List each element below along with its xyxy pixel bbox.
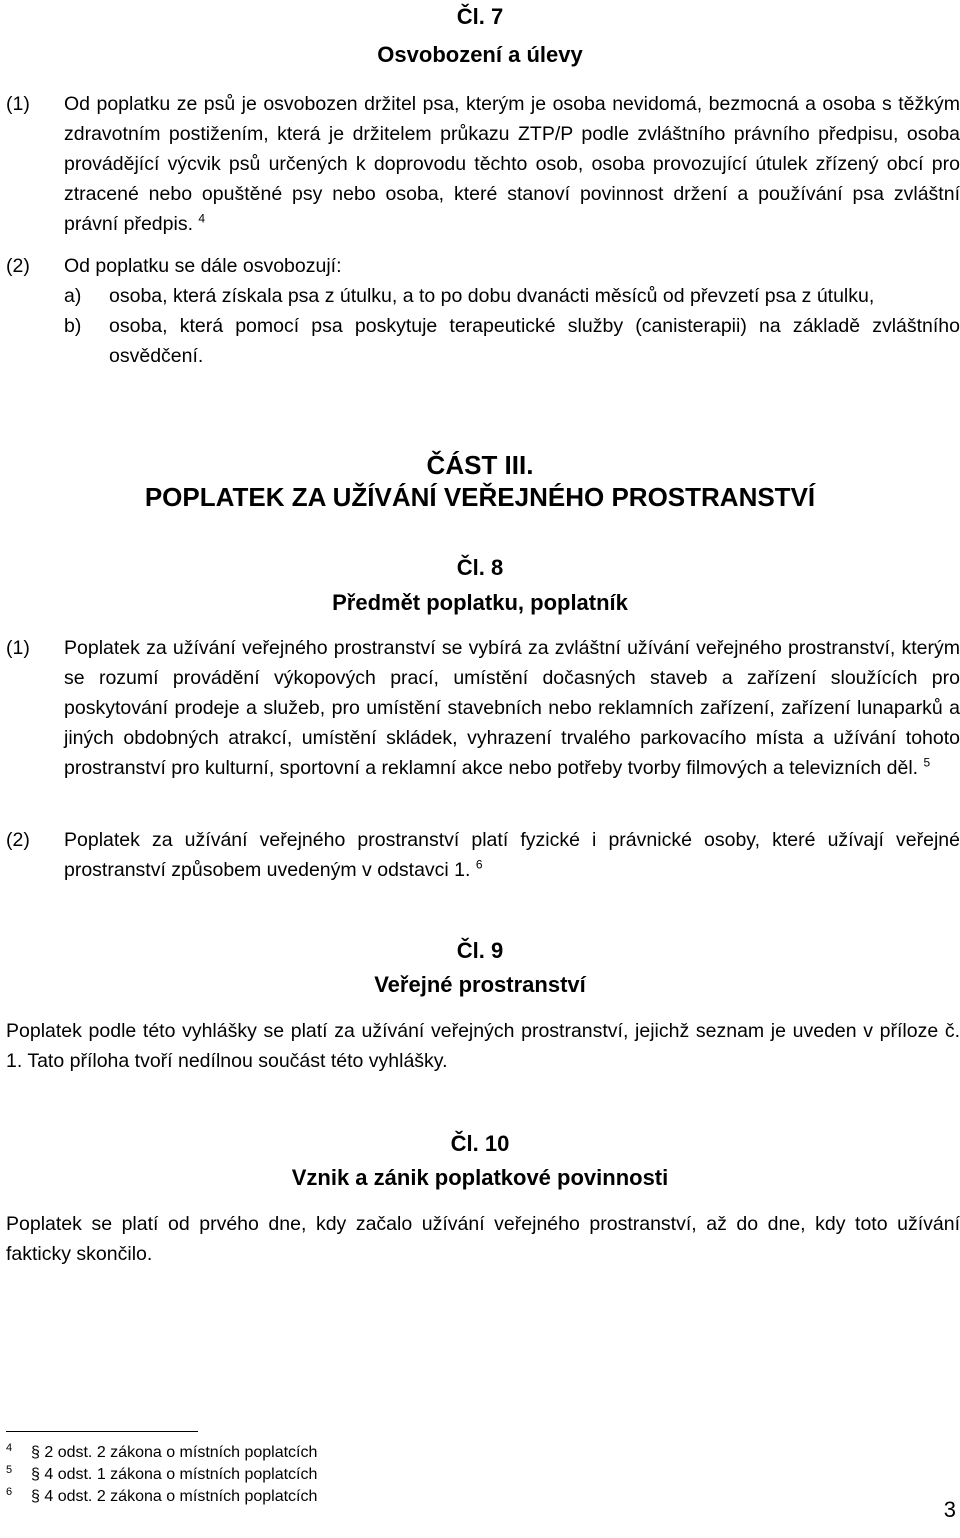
footnote-reference: 5: [923, 755, 931, 770]
article-7-title: Osvobození a úlevy: [377, 42, 583, 67]
paragraph-text: Poplatek podle této vyhlášky se platí za užívání veřejných prostranství, jejichž seznam je uveden v příloze č. 1. Tato příloha tvoří nedílnou součást této vyhlášky.: [6, 1020, 960, 1072]
paragraph-number: (1): [6, 93, 30, 115]
part-3-heading: ČÁST III.: [426, 450, 534, 480]
footnote: [6, 1464, 317, 1486]
paragraph-body: Od poplatku ze psů je osvobozen držitel psa, kterým je osoba nevidomá, bezmocná a osoba s těžkým zdravotním postižením, která je držitelem průkazu ZTP/P podle zvláštního právního předpisu, osoba provádějící výcvik psů určených k doprovodu těchto osob, osoba provozující útulek zřízený obcí pro ztracené nebo opuštěné psy nebo osoba, které stanoví povinnost držení a používání psa zvláštní právní předpis.: [64, 93, 960, 235]
list-item: [64, 311, 960, 371]
paragraph-body: Poplatek za užívání veřejného prostranství se vybírá za zvláštní užívání veřejného prostranství, kterým se rozumí provádění výkopových prací, umístění dočasných staveb a zařízení sloužících pro poskytování prodeje a služeb, pro umístění stavebních nebo reklamních zařízení, zařízení lunaparků a jiných obdobných atrakcí, umístění skládek, vyhrazení trvalého parkovacího místa a užívání tohoto prostranství pro kulturní, sportovní a reklamní akce nebo potřeby tvorby filmových a televizních děl.: [64, 637, 960, 779]
paragraph-text: Poplatek se platí od prvého dne, kdy začalo užívání veřejného prostranství, až do dne, kdy toto užívání fakticky skončilo.: [6, 1213, 960, 1265]
footnote-mark: 5: [6, 1464, 13, 1476]
footnote: [6, 1442, 317, 1464]
article-10-title: Vznik a zánik poplatkové povinnosti: [291, 1165, 669, 1190]
list-item-letter: b): [64, 315, 82, 337]
footnotes: [6, 1442, 317, 1508]
paragraph-intro: Od poplatku se dále osvobozují:: [64, 255, 342, 277]
footnote-reference: 4: [198, 211, 206, 226]
article-7-heading: Čl. 7: [456, 4, 504, 29]
paragraph-number: (1): [6, 637, 30, 659]
paragraph-number: (2): [6, 255, 30, 277]
paragraph-text: [64, 633, 960, 783]
paragraph-number: (2): [6, 829, 30, 851]
paragraph-text: [64, 825, 960, 885]
footnote-mark: 6: [6, 1486, 13, 1498]
article-8-paragraph-2: [6, 825, 960, 885]
footnote-separator: [6, 1431, 198, 1432]
page-number: 3: [943, 1497, 956, 1522]
footnote-text: § 2 odst. 2 zákona o místních poplatcích: [31, 1444, 318, 1461]
list-item-text: osoba, která pomocí psa poskytuje terapeutické služby (canisterapii) na základě zvláštního osvědčení.: [109, 315, 960, 367]
article-7-paragraph-2: [6, 251, 960, 371]
list-item-letter: a): [64, 285, 82, 307]
article-8-title: Předmět poplatku, poplatník: [332, 590, 628, 615]
article-9-text: [6, 1016, 960, 1076]
footnote-text: § 4 odst. 2 zákona o místních poplatcích: [31, 1488, 318, 1505]
article-8-paragraph-1: [6, 633, 960, 783]
paragraph-text: [64, 89, 960, 239]
article-10-text: [6, 1209, 960, 1269]
article-10-heading: Čl. 10: [450, 1131, 510, 1156]
paragraph-body: Poplatek za užívání veřejného prostranství platí fyzické i právnické osoby, které užívají veřejné prostranství způsobem uvedeným v odstavci 1.: [64, 829, 960, 881]
list-item-text: osoba, která získala psa z útulku, a to po dobu dvanácti měsíců od převzetí psa z útulku,: [109, 285, 875, 307]
article-9-heading: Čl. 9: [456, 938, 504, 963]
list-item: [64, 281, 960, 311]
article-7-paragraph-1: [6, 89, 960, 239]
footnote-text: § 4 odst. 1 zákona o místních poplatcích: [31, 1466, 318, 1483]
article-9-title: Veřejné prostranství: [374, 972, 586, 997]
article-8-heading: Čl. 8: [456, 555, 504, 580]
footnote-mark: 4: [6, 1442, 13, 1454]
footnote: [6, 1486, 317, 1508]
footnote-reference: 6: [475, 857, 483, 872]
part-3-title: POPLATEK ZA UŽÍVÁNÍ VEŘEJNÉHO PROSTRANSTVÍ: [144, 482, 816, 512]
